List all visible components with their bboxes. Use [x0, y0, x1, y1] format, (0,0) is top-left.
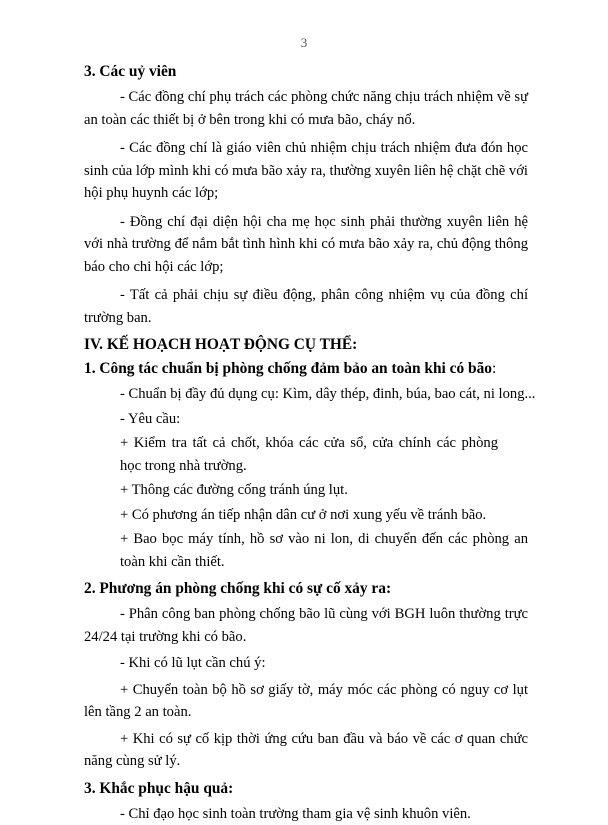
page-number: 3: [0, 35, 608, 51]
section3-item-2: - Các đồng chí là giáo viên chủ nhiệm chịu trách nhiệm đưa đón học sinh của lớp mình khi có mưa bão xảy ra, thường xuyên liên hệ chặt chẽ với hội phụ huynh các lớp;: [84, 137, 528, 205]
sub2-item-2: - Khi có lũ lụt cần chú ý:: [84, 652, 528, 675]
sub1-heading-colon: :: [492, 360, 496, 377]
part4-heading: IV. KẾ HOẠCH HOẠT ĐỘNG CỤ THỂ:: [84, 335, 528, 355]
sub1-plus-item-3: + Có phương án tiếp nhận dân cư ở nơi xung yếu về tránh bão.: [84, 504, 528, 527]
sub1-item-2: - Yêu cầu:: [84, 408, 528, 431]
sub3-heading: 3. Khắc phục hậu quả:: [84, 779, 528, 799]
section3-item-3: - Đồng chí đại diện hội cha mẹ học sinh phải thường xuyên liên hệ với nhà trường để nắm bắt tình hình khi có mưa bão xảy ra, chủ động thông báo cho chi hội các lớp;: [84, 211, 528, 279]
sub1-heading: [84, 359, 528, 379]
sub1-plus-item-1: + Kiểm tra tất cả chốt, khóa các cửa sổ, cửa chính các phòng học trong nhà trường.: [84, 432, 528, 477]
sub1-plus-item-4: + Bao bọc máy tính, hồ sơ vào ni lon, di chuyển đến các phòng an toàn khi cần thiết.: [84, 528, 528, 573]
sub3-item-1: - Chỉ đạo học sinh toàn trường tham gia vệ sinh khuôn viên.: [84, 803, 528, 825]
sub1-plus-item-2: + Thông các đường cống tránh úng lụt.: [84, 479, 528, 502]
section3-item-4: - Tất cả phải chịu sự điều động, phân công nhiệm vụ của đồng chí trường ban.: [84, 284, 528, 329]
sub1-heading-main: 1. Công tác chuẩn bị phòng chống đảm bảo an toàn khi có bão: [84, 360, 492, 377]
sub2-item-4: + Khi có sự cố kịp thời ứng cứu ban đầu và báo về các ơ quan chức năng cùng sử lý.: [84, 728, 528, 773]
section3-item-1: - Các đồng chí phụ trách các phòng chức năng chịu trách nhiệm về sự an toàn các thiết bị ở bên trong khi có mưa bão, cháy nổ.: [84, 86, 528, 131]
sub2-item-1: - Phân công ban phòng chống bão lũ cùng với BGH luôn thường trực 24/24 tại trường khi có bão.: [84, 603, 528, 648]
sub2-item-3: + Chuyển toàn bộ hồ sơ giấy tờ, máy móc các phòng có nguy cơ lụt lên tầng 2 an toàn.: [84, 679, 528, 724]
section3-heading: 3. Các uỷ viên: [84, 62, 528, 82]
document-body: [84, 62, 528, 825]
sub1-item-1: - Chuẩn bị đầy đủ dụng cụ: Kìm, dây thép, đinh, búa, bao cát, ni long...: [84, 383, 528, 406]
sub2-heading: 2. Phương án phòng chống khi có sự cố xảy ra:: [84, 579, 528, 599]
